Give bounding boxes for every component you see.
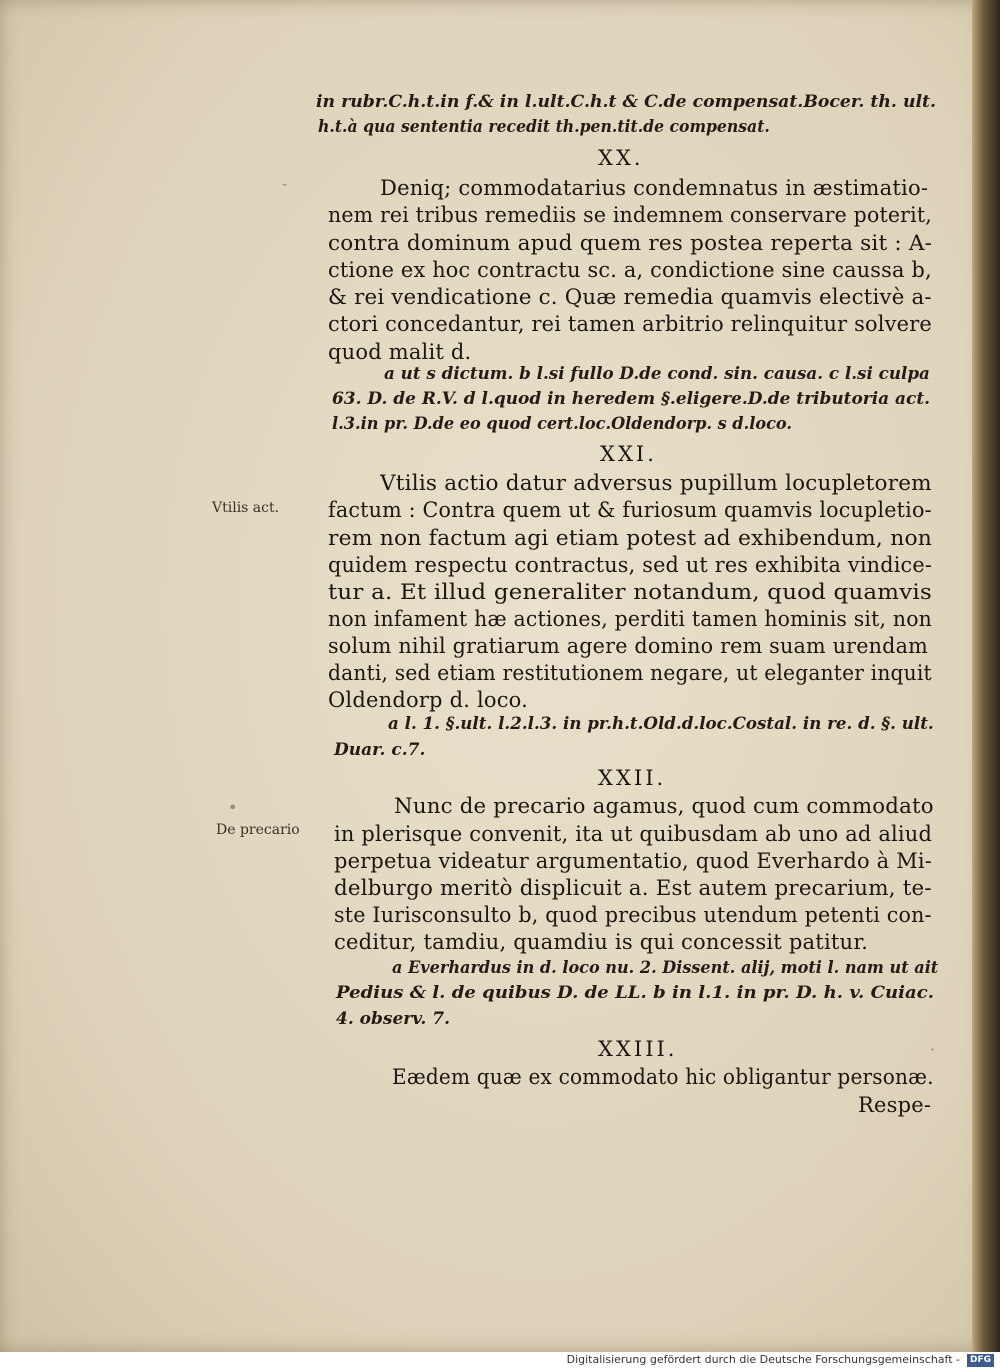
dfg-logo: DFG (967, 1354, 994, 1367)
margin-note-precario: De precario (216, 822, 300, 838)
text-line: Nunc de precario agamus, quod cum commodato (394, 794, 934, 818)
text-line: factum : Contra quem ut & furiosum quamvis locupletio- (328, 498, 932, 522)
footnote-line: in rubr.C.h.t.in f.& in l.ult.C.h.t & C.de compensat.Bocer. th. ult. (316, 92, 937, 112)
section-number: XX. (598, 146, 644, 170)
section-number: XXII. (598, 766, 667, 790)
footnote-line: Duar. c.7. (334, 740, 426, 760)
footnote-line: h.t.à qua sententia recedit th.pen.tit.de compensat. (318, 117, 770, 137)
text-line: perpetua videatur argumentatio, quod Everhardo à Mi- (334, 849, 933, 873)
footnote-line: a ut s dictum. b l.si fullo D.de cond. sin. causa. c l.si culpa (384, 364, 930, 384)
section-number: XXIII. (598, 1037, 678, 1061)
ink-speck: - (282, 174, 288, 193)
text-line: ceditur, tamdiu, quamdiu is qui concessit patitur. (334, 930, 869, 954)
text-line: contra dominum apud quem res postea reperta sit : A- (328, 231, 933, 255)
text-line: Deniq; commodatarius condemnatus in æstimatio- (380, 176, 929, 200)
footnote-line: a Everhardus in d. loco nu. 2. Dissent. alij, moti l. nam ut ait (392, 958, 939, 978)
footnote-line: 63. D. de R.V. d l.quod in heredem §.eligere.D.de tributoria act. (332, 389, 931, 409)
text-line: Eædem quæ ex commodato hic obligantur personæ. (392, 1065, 934, 1089)
text-line: nem rei tribus remediis se indemnem conservare poterit, (328, 203, 933, 227)
text-line: quidem respectu contractus, sed ut res exhibita vindice- (328, 553, 933, 577)
footer-credit: Digitalisierung gefördert durch die Deutsche Forschungsgemeinschaft - (566, 1353, 960, 1366)
text-line: solum nihil gratiarum agere domino rem suam urendam (328, 634, 928, 658)
text-line: non infament hæ actiones, perditi tamen hominis sit, non (328, 607, 933, 631)
text-line: quod malit d. (328, 340, 472, 364)
text-line: in plerisque convenit, ita ut quibusdam ab uno ad aliud (334, 822, 933, 846)
text-line: danti, sed etiam restitutionem negare, ut eleganter inquit (328, 661, 932, 685)
text-line: tur a. Et illud generaliter notandum, quod quamvis (328, 580, 932, 604)
text-line: ste Iurisconsulto b, quod precibus utendum petenti con- (334, 903, 932, 927)
text-line: & rei vendicatione c. Quæ remedia quamvis electivè a- (328, 285, 932, 309)
footnote-line: l.3.in pr. D.de eo quod cert.loc.Oldendorp. s d.loco. (332, 414, 792, 434)
ink-speck: · (930, 1040, 936, 1059)
footnote-line: a l. 1. §.ult. l.2.l.3. in pr.h.t.Old.d.loc.Costal. in re. d. §. ult. (388, 714, 934, 734)
text-line: delburgo meritò displicuit a. Est autem precarium, te- (334, 876, 932, 900)
text-line: Oldendorp d. loco. (328, 688, 529, 712)
section-number: XXI. (600, 442, 657, 466)
text-line: ctione ex hoc contractu sc. a, condictione sine caussa b, (328, 258, 932, 282)
page-edge-shadow (972, 0, 1000, 1352)
footnote-line: Pedius & l. de quibus D. de LL. b in l.1. in pr. D. h. v. Cuiac. (336, 983, 934, 1003)
text-line: ctori concedantur, rei tamen arbitrio relinquitur solvere (328, 312, 932, 336)
text-line: Respe- (858, 1093, 932, 1117)
text-line: rem non factum agi etiam potest ad exhibendum, non (328, 526, 933, 550)
ink-speck: • (228, 798, 238, 817)
margin-note-utilis: Vtilis act. (212, 500, 280, 516)
footnote-line: 4. observ. 7. (336, 1009, 450, 1029)
text-line: Vtilis actio datur adversus pupillum locupletorem (380, 471, 932, 495)
